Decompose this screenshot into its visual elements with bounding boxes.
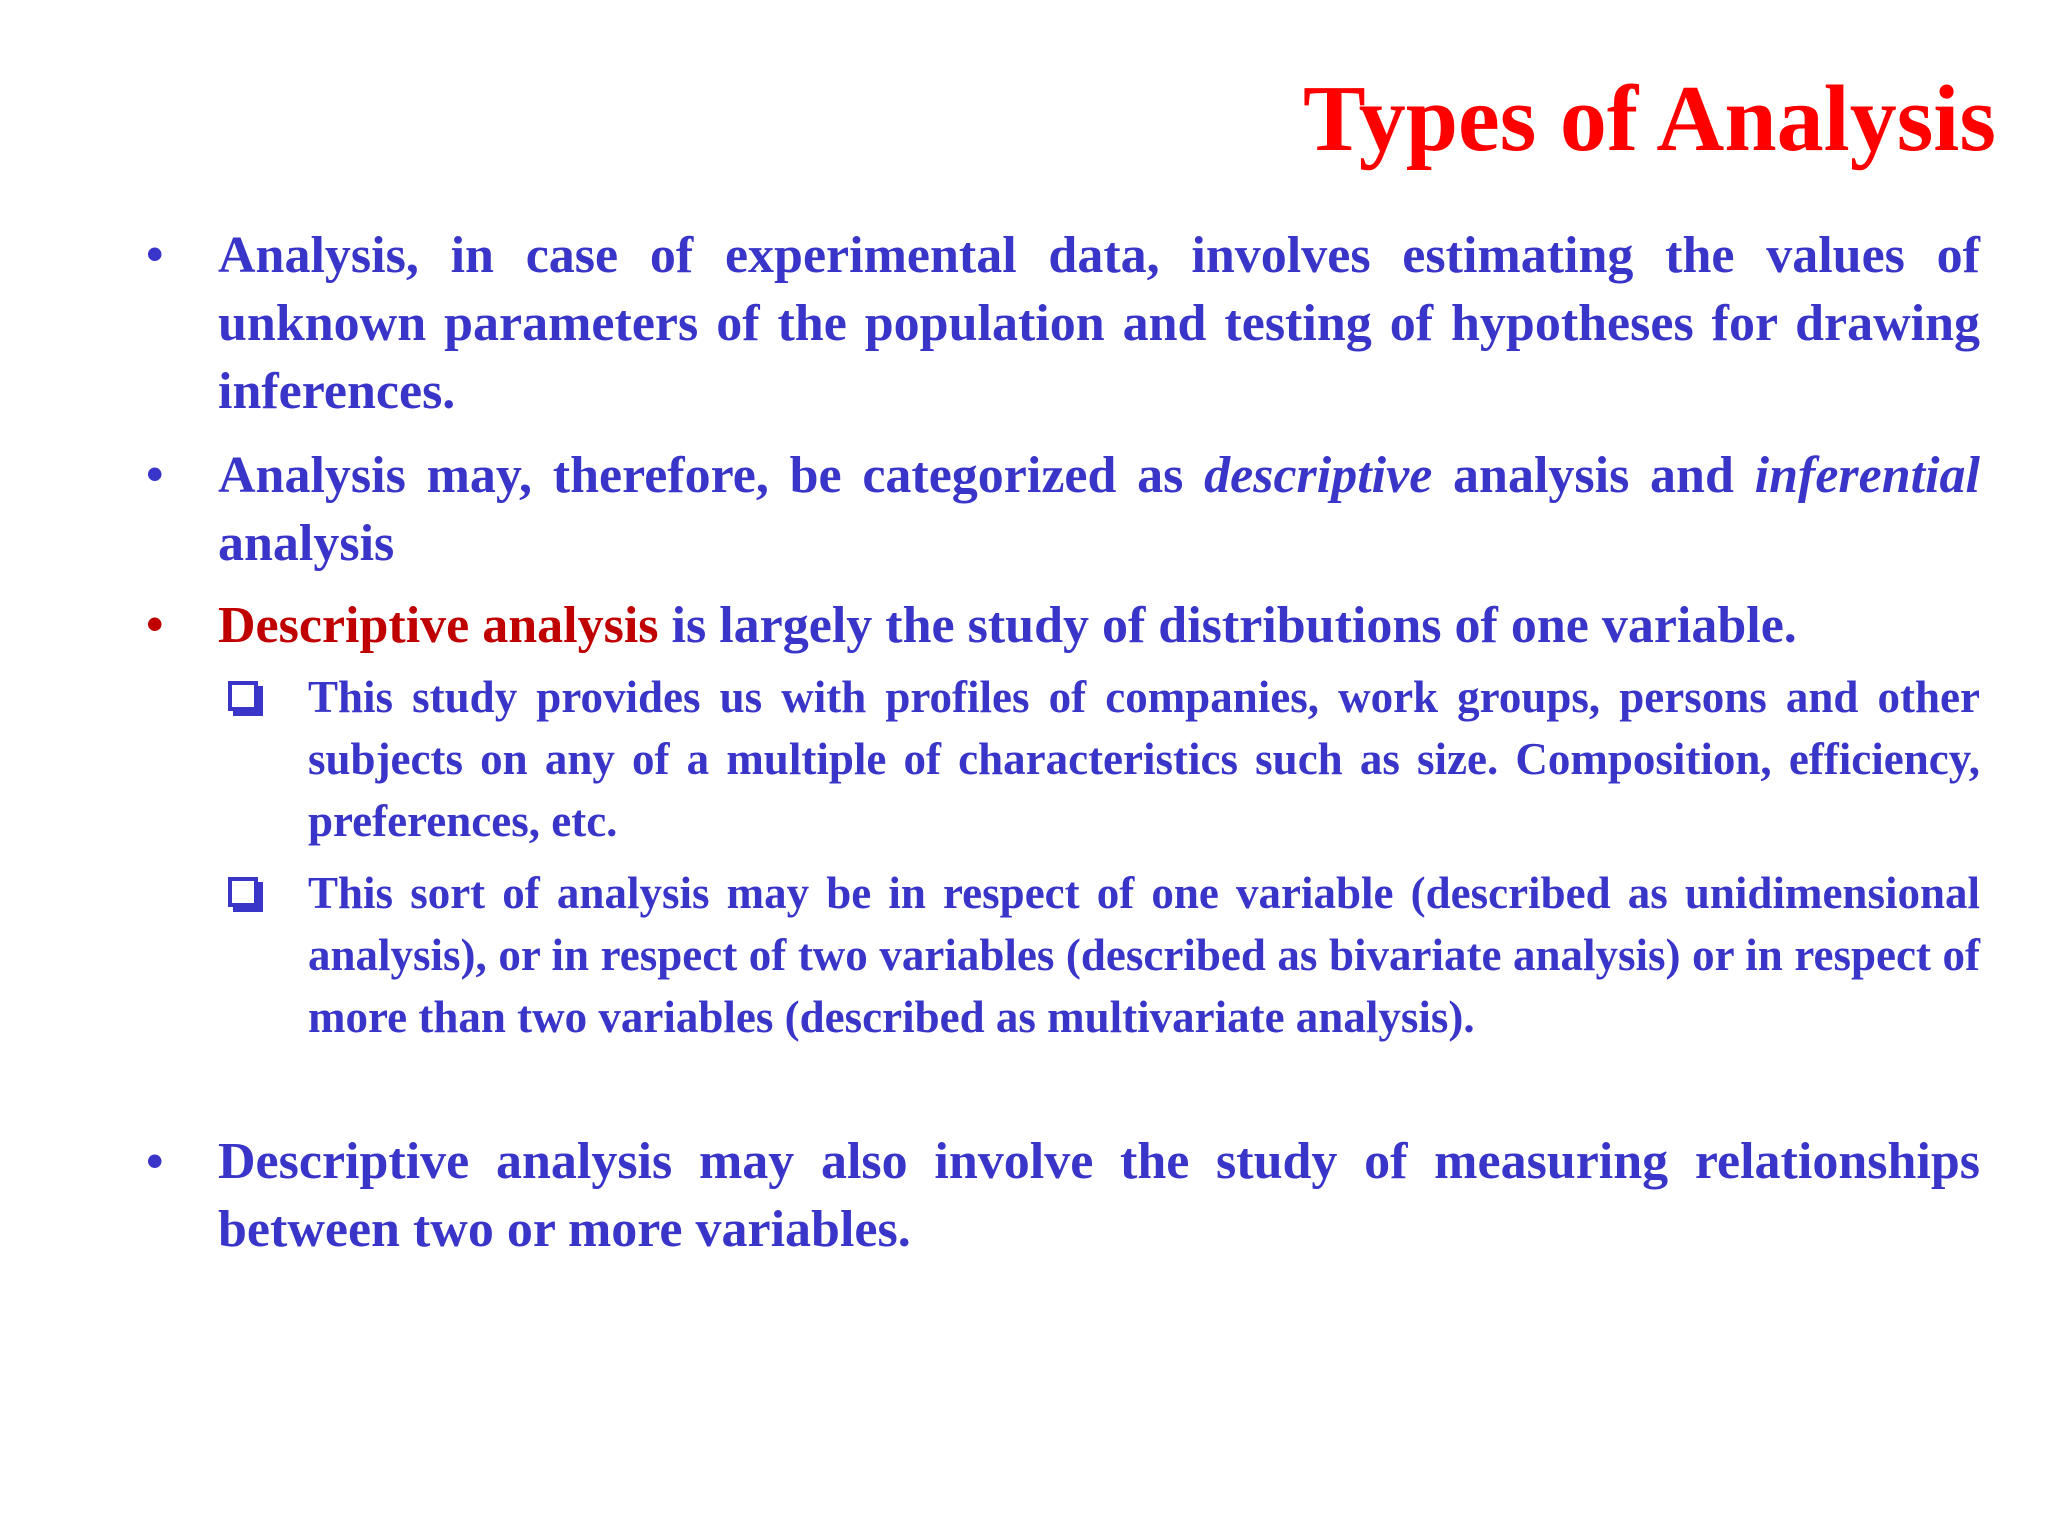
bullet-2-text xyxy=(218,442,1980,578)
bullet-3-rest: is largely the study of distributions of one variable. xyxy=(658,597,1797,654)
bullet-1-text: Analysis, in case of experimental data, involves estimating the values of unknown parameters of the population and testing of hypotheses for drawing inferences. xyxy=(218,227,1980,420)
bullet-2-part2: analysis and xyxy=(1432,447,1755,504)
bullet-3-text xyxy=(218,592,1980,660)
bullet-icon: • xyxy=(146,446,164,502)
bullet-3-analysis: analysis xyxy=(482,597,659,654)
bullet-3-descriptive: Descriptive xyxy=(218,597,470,654)
bullet-2-descriptive: descriptive xyxy=(1204,447,1433,504)
bullet-2-inferential: inferential xyxy=(1754,447,1980,504)
bullet-icon: • xyxy=(146,226,164,282)
sub-bullet-1-text: This study provides us with profiles of companies, work groups, persons and other subjects on any of a multiple of characteristics such as size. Composition, efficiency, preferences, etc. xyxy=(308,672,1980,846)
square-checkbox-icon xyxy=(228,681,258,711)
square-checkbox-icon xyxy=(228,877,258,907)
bullet-icon: • xyxy=(146,596,164,652)
slide-title: Types of Analysis xyxy=(1303,67,1996,171)
bullet-2-part1: Analysis may, therefore, be categorized as xyxy=(218,447,1205,504)
bullet-2-part3: analysis xyxy=(218,515,395,572)
sub-bullet-2-text: This sort of analysis may be in respect of one variable (described as unidimensional analysis), or in respect of two variables (described as bivariate analysis) or in respect of more than two variables (described as multivariate analysis). xyxy=(308,868,1980,1042)
bullet-icon: • xyxy=(146,1133,164,1189)
bullet-4-text: Descriptive analysis may also involve the study of measuring relationships between two or more variables. xyxy=(218,1133,1980,1258)
